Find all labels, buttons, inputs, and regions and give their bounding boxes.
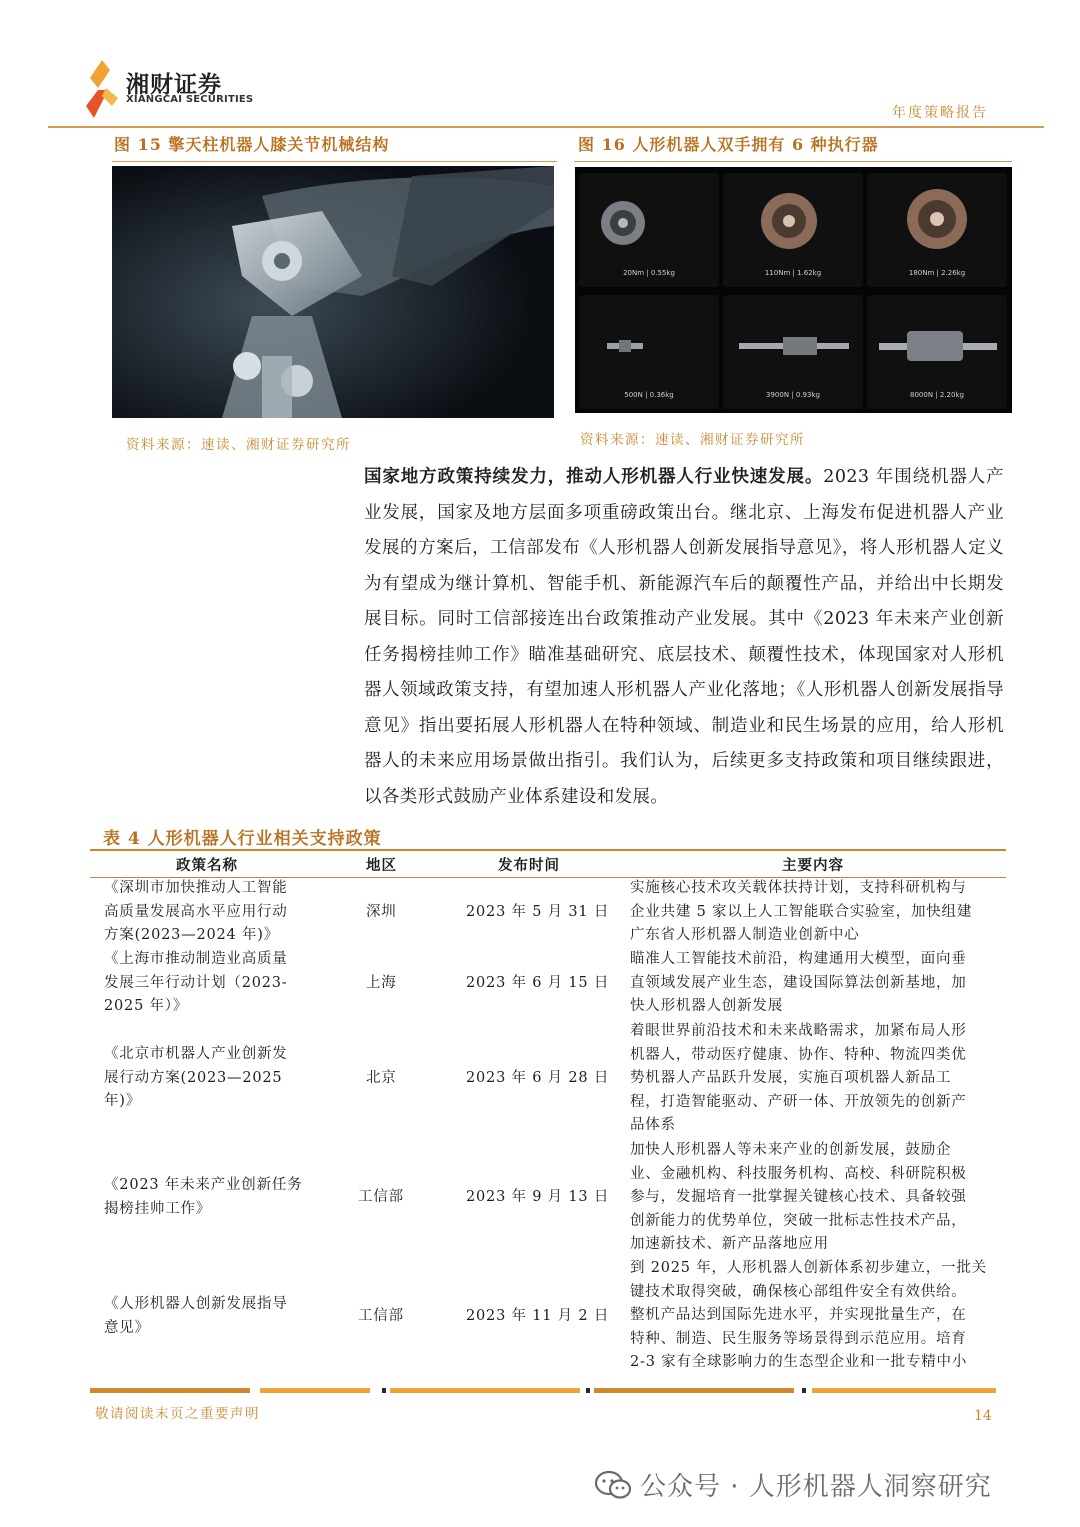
table-header-content: 主要内容	[782, 857, 844, 874]
table-row-region: 上海	[366, 975, 397, 991]
table-header-region: 地区	[366, 857, 397, 874]
table-row-content	[630, 948, 967, 1019]
cell-line: 《上海市推动制造业高质量	[104, 951, 288, 967]
actuator-label: 8000N | 2.20kg	[910, 391, 964, 399]
cell-line: 揭榜挂帅工作》	[104, 1200, 212, 1217]
table-row-region: 工信部	[358, 1308, 404, 1324]
cell-line: 企业共建 5 家以上人工智能联合实验室，加快组建	[630, 903, 973, 920]
actuator-cell	[579, 173, 719, 287]
disclaimer-note: 敬请阅读末页之重要声明	[95, 1406, 260, 1422]
table-header-policy: 政策名称	[176, 857, 238, 874]
table-4-title: 表 4 人形机器人行业相关支持政策	[103, 829, 382, 849]
cell-line: 程，打造智能驱动、产研一体、开放领先的创新产	[630, 1093, 967, 1110]
actuator-cell	[867, 295, 1007, 409]
cell-line: 《2023 年未来产业创新任务	[104, 1177, 303, 1193]
actuator-label: 3900N | 0.93kg	[766, 391, 820, 399]
cell-line: 实施核心技术攻关载体扶持计划，支持科研机构与	[630, 880, 967, 896]
cell-line: 瞄准人工智能技术前沿，构建通用大模型，面向垂	[630, 951, 967, 967]
actuator-label: 20Nm | 0.55kg	[623, 269, 675, 277]
table-row-content	[630, 877, 972, 948]
wechat-icon	[594, 1470, 632, 1500]
table-row-policy-name	[104, 1293, 288, 1340]
table-row-date: 2023 年 9 月 13 日	[466, 1189, 610, 1205]
table-row-date: 2023 年 6 月 28 日	[466, 1070, 610, 1086]
logo-mark-icon	[84, 60, 120, 118]
cell-line: 《人形机器人创新发展指导	[104, 1296, 288, 1312]
cell-line: 《北京市机器人产业创新发	[104, 1046, 288, 1062]
company-name-en: XIANGCAI SECURITIES	[126, 94, 254, 105]
cell-line: 意见》	[104, 1319, 150, 1336]
table-row-content	[630, 1257, 987, 1375]
table-row-content	[630, 1020, 967, 1138]
table-row-policy-name	[104, 1174, 303, 1221]
header-divider	[48, 126, 1044, 128]
table-row-date: 2023 年 11 月 2 日	[466, 1308, 610, 1324]
cell-line: 直领域发展产业生态，建设国际算法创新基地，加	[630, 974, 967, 991]
cell-line: 快人形机器人创新发展	[630, 998, 783, 1014]
actuator-label: 180Nm | 2.26kg	[908, 269, 966, 277]
figure-16-rule	[574, 161, 1012, 162]
paragraph-body: 2023 年围绕机器人产业发展，国家及地方层面多项重磅政策出台。继北京、上海发布促进机器人产业发展的方案后，工信部发布《人形机器人创新发展指导意见》，将人形机器人定义为有望成为继计算机、智能手机、新能源汽车后的颠覆性产品，并给出中长期发展目标。同时工信部接连出台政策推动产业发展。其中《2023 年未来产业创新任务揭榜挂帅工作》瞄准基础研究、底层技术、颠覆性技术，体现国家对人形机器人领域政策支持，有望加速人形机器人产业化落地；《人形机器人创新发展指导意见》指出要拓展人形机器人在特种领域、制造业和民生场景的应用，给人形机器人的未来应用场景做出指引。我们认为，后续更多支持政策和项目继续跟进，以各类形式鼓励产业体系建设和发展。	[364, 467, 1004, 807]
report-type: 年度策略报告	[892, 105, 988, 121]
body-paragraph	[364, 460, 1004, 815]
actuator-label: 110Nm | 1.62kg	[764, 269, 822, 277]
table-row-date: 2023 年 5 月 31 日	[466, 904, 610, 920]
figure-16-actuators-image	[575, 167, 1012, 413]
table-header-date: 发布时间	[498, 857, 560, 874]
table-top-rule	[90, 849, 1006, 851]
cell-line: 《深圳市加快推动人工智能	[104, 880, 288, 896]
cell-line: 创新能力的优势单位，突破一批标志性技术产品，	[630, 1212, 967, 1229]
table-row-policy-name	[104, 877, 288, 948]
company-name-cn: 湘财证券	[126, 72, 222, 98]
actuator-cell	[579, 295, 719, 409]
cell-line: 广东省人形机器人制造业创新中心	[630, 927, 860, 943]
figure-16-source: 资料来源：速读、湘财证券研究所	[580, 432, 805, 448]
table-row-policy-name	[104, 948, 288, 1019]
table-row-region: 深圳	[366, 904, 397, 920]
cell-line: 机器人，带动医疗健康、协作、特种、物流四类优	[630, 1046, 967, 1063]
figure-15-source: 资料来源：速读、湘财证券研究所	[126, 437, 351, 453]
cell-line: 2025 年）》	[104, 998, 189, 1014]
cell-line: 年)》	[104, 1093, 142, 1109]
cell-line: 参与，发掘培育一批掌握关键核心技术、具备较强	[630, 1189, 967, 1205]
cell-line: 势机器人产品跃升发展，实施百项机器人新品工	[630, 1070, 952, 1086]
footer-decorative-bar	[90, 1388, 996, 1393]
table-row-region: 北京	[366, 1070, 397, 1086]
table-row-date: 2023 年 6 月 15 日	[466, 975, 610, 991]
cell-line: 业、金融机构、科技服务机构、高校、科研院积极	[630, 1165, 967, 1182]
figure-15-rule	[112, 161, 557, 162]
cell-line: 展行动方案(2023—2025	[104, 1069, 283, 1086]
table-row-policy-name	[104, 1043, 288, 1114]
cell-line: 加速新技术、新产品落地应用	[630, 1236, 829, 1252]
watermark-text: 公众号 · 人形机器人洞察研究	[640, 1472, 992, 1502]
figure-15-title: 图 15 擎天柱机器人膝关节机械结构	[114, 135, 390, 154]
cell-line: 键技术取得突破，确保核心部组件安全有效供给。	[630, 1283, 967, 1300]
actuator-cell	[867, 173, 1007, 287]
cell-line: 2-3 家有全球影响力的生态型企业和一批专精中小	[630, 1354, 968, 1370]
cell-line: 高质量发展高水平应用行动	[104, 903, 288, 920]
actuator-cell	[723, 173, 863, 287]
figure-16-title: 图 16 人形机器人双手拥有 6 种执行器	[578, 135, 879, 154]
cell-line: 加快人形机器人等未来产业的创新发展，鼓励企	[630, 1142, 952, 1158]
figure-15-knee-image	[112, 166, 554, 418]
cell-line: 品体系	[630, 1117, 676, 1133]
cell-line: 特种、制造、民生服务等场景得到示范应用。培育	[630, 1330, 967, 1347]
paragraph-lead: 国家地方政策持续发力，推动人形机器人行业快速发展。	[364, 467, 824, 487]
table-row-region: 工信部	[358, 1189, 404, 1205]
page-number: 14	[974, 1408, 992, 1424]
table-row-content	[630, 1139, 967, 1257]
cell-line: 发展三年行动计划（2023-	[104, 974, 288, 991]
cell-line: 着眼世界前沿技术和未来战略需求，加紧布局人形	[630, 1023, 967, 1039]
actuator-label: 500N | 0.36kg	[624, 391, 674, 399]
actuator-cell	[723, 295, 863, 409]
cell-line: 方案(2023—2024 年)》	[104, 927, 280, 943]
cell-line: 整机产品达到国际先进水平，并实现批量生产，在	[630, 1307, 967, 1323]
wechat-watermark	[594, 1466, 992, 1503]
cell-line: 到 2025 年，人形机器人创新体系初步建立，一批关	[630, 1260, 987, 1276]
